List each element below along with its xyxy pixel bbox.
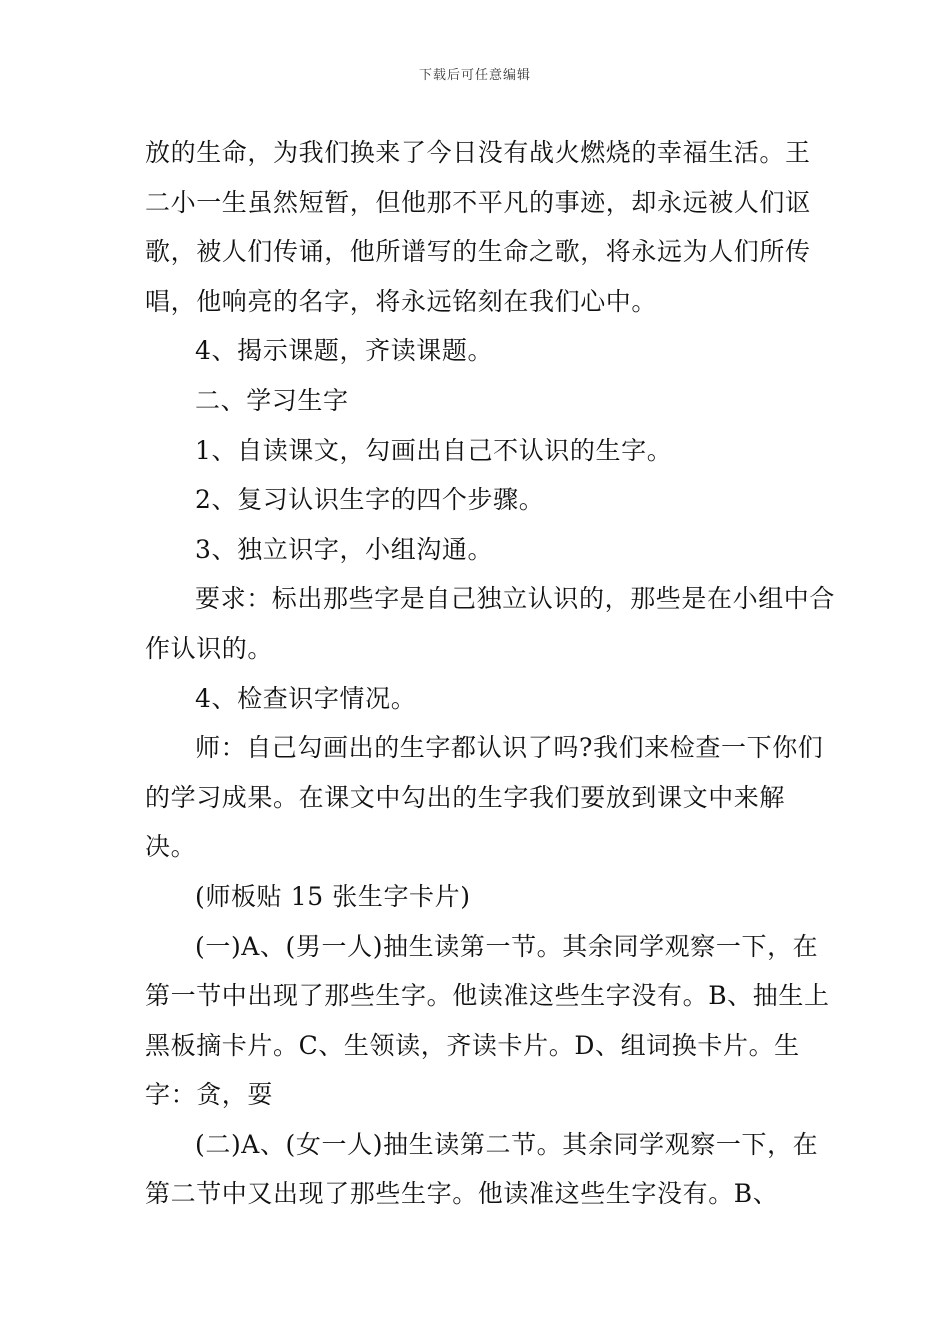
paragraph: 2、复习认识生字的四个步骤。: [195, 485, 545, 515]
paragraph: 3、独立识字，小组沟通。: [195, 534, 494, 564]
document-body: [145, 128, 835, 1219]
paragraph: (师板贴 15 张生字卡片): [195, 881, 471, 911]
page-header: 下载后可任意编辑: [418, 68, 531, 83]
paragraph: 1、自读课文，勾画出自己不认识的生字。: [195, 435, 673, 465]
paragraph: 4、揭示课题，齐读课题。: [195, 336, 494, 366]
paragraph: 放的生命，为我们换来了今日没有战火燃烧的幸福生活。王二小一生虽然短暂，但他那不平凡的事迹，却永远被人们讴歌，被人们传诵，他所谱写的生命之歌，将永远为人们所传唱，他响亮的名字，将永远铭刻在我们心中。: [145, 138, 811, 316]
paragraph: 要求：标出那些字是自己独立认识的，那些是在小组中合作认识的。: [145, 584, 836, 663]
paragraph: (一)A、(男一人)抽生读第一节。其余同学观察一下，在第一节中出现了那些生字。他读准这些生字没有。B、抽生上黑板摘卡片。C、生领读，齐读卡片。D、组词换卡片。生字：贪，耍: [145, 931, 830, 1110]
paragraph: 师：自己勾画出的生字都认识了吗?我们来检查一下你们的学习成果。在课文中勾出的生字我们要放到课文中来解决。: [145, 733, 824, 862]
section-heading: 二、学习生字: [195, 385, 349, 415]
paragraph: 4、检查识字情况。: [195, 683, 417, 713]
paragraph: (二)A、(女一人)抽生读第二节。其余同学观察一下，在第二节中又出现了那些生字。他读准这些生字没有。B、: [145, 1129, 819, 1209]
